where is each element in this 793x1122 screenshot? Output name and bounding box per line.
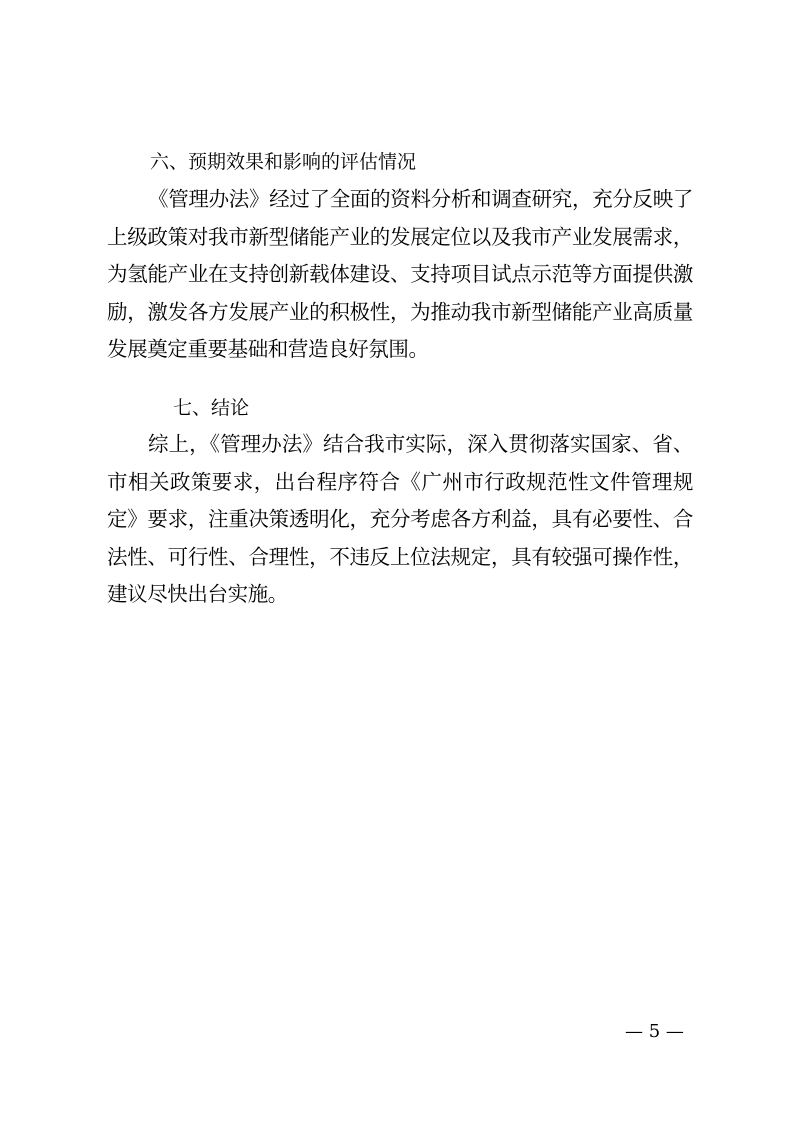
- section-body-conclusion: 综上，《管理办法》结合我市实际，深入贯彻落实国家、省、市相关政策要求，出台程序符合《广州市行政规范性文件管理规定》要求，注重决策透明化，充分考虑各方利益，具有必要性、合法性、可行性、合理性，不违反上位法规定，具有较强可操作性，建议尽快出台实施。: [107, 432, 693, 606]
- page-number: — 5 —: [625, 1021, 684, 1042]
- section-body-expected-effects: 《管理办法》经过了全面的资料分析和调查研究，充分反映了上级政策对我市新型储能产业的发展定位以及我市产业发展需求，为氢能产业在支持创新载体建设、支持项目试点示范等方面提供激励，激发各方发展产业的积极性，为推动我市新型储能产业高质量发展奠定重要基础和营造良好氛围。: [107, 187, 693, 361]
- section-heading-expected-effects: 六、预期效果和影响的评估情况: [150, 151, 417, 173]
- section-heading-conclusion: 七、结论: [173, 397, 250, 419]
